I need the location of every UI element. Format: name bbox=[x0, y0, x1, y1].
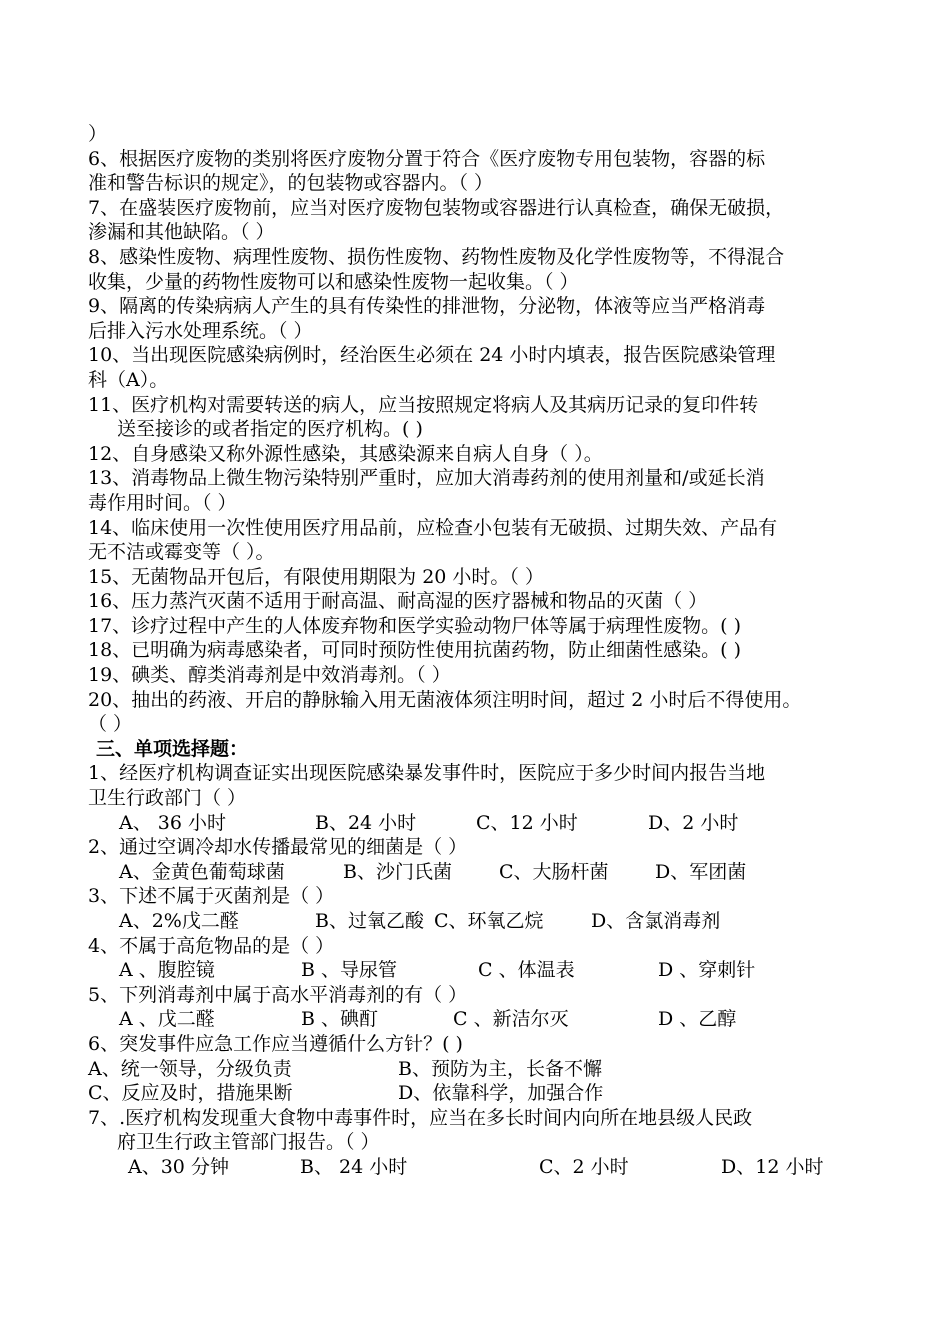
mc-q6-option-d: D、依靠科学，加强合作 bbox=[398, 1082, 604, 1105]
mc-q2-option-c: C、大肠杆菌 bbox=[499, 860, 609, 883]
mc-q3-line1: 3、下述不属于灭菌剂是（ ） bbox=[88, 885, 335, 908]
tf-q20-line2: （ ） bbox=[88, 713, 133, 736]
mc-q4-option-b: B 、导尿管 bbox=[301, 959, 398, 982]
mc-q5-option-c: C 、新洁尔灭 bbox=[453, 1008, 569, 1031]
tf-q9-line2: 后排入污水处理系统。（ ） bbox=[88, 319, 313, 342]
mc-q3-option-d: D、含氯消毒剂 bbox=[591, 910, 721, 932]
mc-q1-option-b: B、24 小时 bbox=[315, 811, 417, 834]
tf-q11-line1: 11、医疗机构对需要转送的病人，应当按照规定将病人及其病历记录的复印件转 bbox=[88, 393, 759, 416]
mc-q7-option-a: A、30 分钟 bbox=[128, 1155, 229, 1178]
mc-q2-line1: 2、通过空调冷却水传播最常见的细菌是（ ） bbox=[88, 836, 468, 859]
mc-q2-option-a: A、金黄色葡萄球菌 bbox=[119, 860, 285, 883]
tf-q6-line1: 6、根据医疗废物的类别将医疗废物分置于符合《医疗废物专用包装物，容器的标 bbox=[88, 147, 766, 170]
tf-q20-line1: 20、抽出的药液、开启的静脉输入用无菌液体须注明时间，超过 2 小时后不得使用。 bbox=[88, 688, 802, 711]
tf-q11-line2: 送至接诊的或者指定的医疗机构。( ) bbox=[117, 418, 423, 441]
mc-q5-option-d: D 、乙醇 bbox=[658, 1008, 737, 1031]
mc-q7-option-c: C、2 小时 bbox=[539, 1155, 629, 1178]
mc-q1-option-d: D、2 小时 bbox=[648, 811, 739, 834]
tf-q10-line2: 科（A）。 bbox=[88, 368, 169, 391]
mc-q4-option-c: C 、体温表 bbox=[478, 959, 575, 982]
mc-q1-option-a: A、 36 小时 bbox=[119, 811, 226, 834]
mc-q1-line2: 卫生行政部门（ ） bbox=[88, 787, 247, 810]
tf-q9-line1: 9、隔离的传染病病人产生的具有传染性的排泄物，分泌物，体液等应当严格消毒 bbox=[88, 295, 766, 318]
mc-q5-option-a: A 、戊二醛 bbox=[119, 1008, 215, 1031]
tf-q13-line2: 毒作用时间。（ ） bbox=[88, 491, 237, 514]
mc-q6-line1: 6、突发事件应急工作应当遵循什么方针？( ) bbox=[88, 1032, 463, 1055]
tf-q13-line1: 13、消毒物品上微生物污染特别严重时，应加大消毒药剂的使用剂量和/或延长消 bbox=[88, 467, 765, 490]
tf-q16: 16、压力蒸汽灭菌不适用于耐高温、耐高湿的医疗器械和物品的灭菌（ ） bbox=[88, 590, 708, 613]
mc-q2-option-b: B、沙门氏菌 bbox=[343, 860, 452, 883]
mc-q4-options bbox=[88, 958, 888, 983]
mc-q6-option-a: A、统一领导，分级负责 bbox=[88, 1057, 292, 1080]
tf-q19: 19、碘类、醇类消毒剂是中效消毒剂。（ ） bbox=[88, 664, 451, 687]
mc-q4-option-d: D 、穿刺针 bbox=[658, 959, 756, 982]
tf-q6-line2: 准和警告标识的规定》，的包装物或容器内。（ ） bbox=[88, 172, 494, 195]
mc-q3-option-b: B、过氧乙酸 bbox=[315, 910, 424, 932]
mc-q5-option-b: B 、碘酊 bbox=[301, 1008, 379, 1031]
mc-q3-option-c: C、环氧乙烷 bbox=[434, 910, 544, 932]
mc-q7-option-b: B、 24 小时 bbox=[300, 1155, 408, 1178]
mc-q4-line1: 4、不属于高危物品的是（ ） bbox=[88, 934, 335, 957]
mc-q3-options bbox=[88, 909, 888, 934]
tf-q14-line1: 14、临床使用一次性使用医疗用品前，应检查小包装有无破损、过期失效、产品有 bbox=[88, 516, 778, 539]
mc-q1-options bbox=[88, 811, 888, 836]
mc-q1-option-c: C、12 小时 bbox=[476, 811, 578, 834]
mc-q7-option-d: D、12 小时 bbox=[721, 1155, 824, 1178]
tf-q17: 17、诊疗过程中产生的人体废弃物和医学实验动物尸体等属于病理性废物。( ) bbox=[88, 614, 742, 637]
mc-q6-options-row2 bbox=[88, 1081, 888, 1106]
mc-q3-option-a: A、2%戊二醛 bbox=[119, 910, 239, 932]
tf-q12: 12、自身感染又称外源性感染，其感染源来自病人自身（ ）。 bbox=[88, 442, 603, 465]
tf-q7-line1: 7、在盛装医疗废物前，应当对医疗废物包装物或容器进行认真检查，确保无破损， bbox=[88, 196, 785, 219]
mc-q6-options-row1 bbox=[88, 1057, 888, 1082]
mc-q2-options bbox=[88, 860, 888, 885]
tf-q10-line1: 10、当出现医院感染病例时，经治医生必须在 24 小时内填表，报告医院感染管理 bbox=[88, 344, 776, 367]
mc-q1-line1: 1、经医疗机构调查证实出现医院感染暴发事件时，医院应于多少时间内报告当地 bbox=[88, 762, 766, 785]
tf-line-0: ） bbox=[88, 123, 108, 145]
mc-q7-line1: 7、.医疗机构发现重大食物中毒事件时，应当在多长时间内向所在地县级人民政 bbox=[88, 1106, 753, 1129]
section-heading: 三、单项选择题： bbox=[96, 737, 249, 760]
mc-q2-option-d: D、军团菌 bbox=[655, 860, 747, 883]
tf-q7-line2: 渗漏和其他缺陷。（ ） bbox=[88, 221, 275, 244]
tf-q15: 15、无菌物品开包后，有限使用期限为 20 小时。（ ） bbox=[88, 565, 544, 588]
mc-q4-option-a: A 、腹腔镜 bbox=[119, 959, 215, 982]
tf-q14-line2: 无不洁或霉变等（ ）。 bbox=[88, 541, 275, 564]
mc-q7-options bbox=[88, 1155, 888, 1180]
mc-q7-line2: 府卫生行政主管部门报告。（ ） bbox=[117, 1131, 380, 1154]
tf-q8-line2: 收集，少量的药物性废物可以和感染性废物一起收集。（ ） bbox=[88, 270, 579, 293]
mc-q6-option-c: C、反应及时，措施果断 bbox=[88, 1082, 293, 1105]
tf-q8-line1: 8、感染性废物、病理性废物、损伤性废物、药物性废物及化学性废物等，不得混合 bbox=[88, 245, 785, 268]
mc-q5-options bbox=[88, 1007, 888, 1032]
tf-q18: 18、已明确为病毒感染者，可同时预防性使用抗菌药物，防止细菌性感染。( ) bbox=[88, 639, 742, 662]
document-page bbox=[88, 122, 888, 1180]
mc-q6-option-b: B、预防为主，长备不懈 bbox=[398, 1057, 602, 1080]
mc-q5-line1: 5、下列消毒剂中属于高水平消毒剂的有（ ） bbox=[88, 983, 468, 1006]
